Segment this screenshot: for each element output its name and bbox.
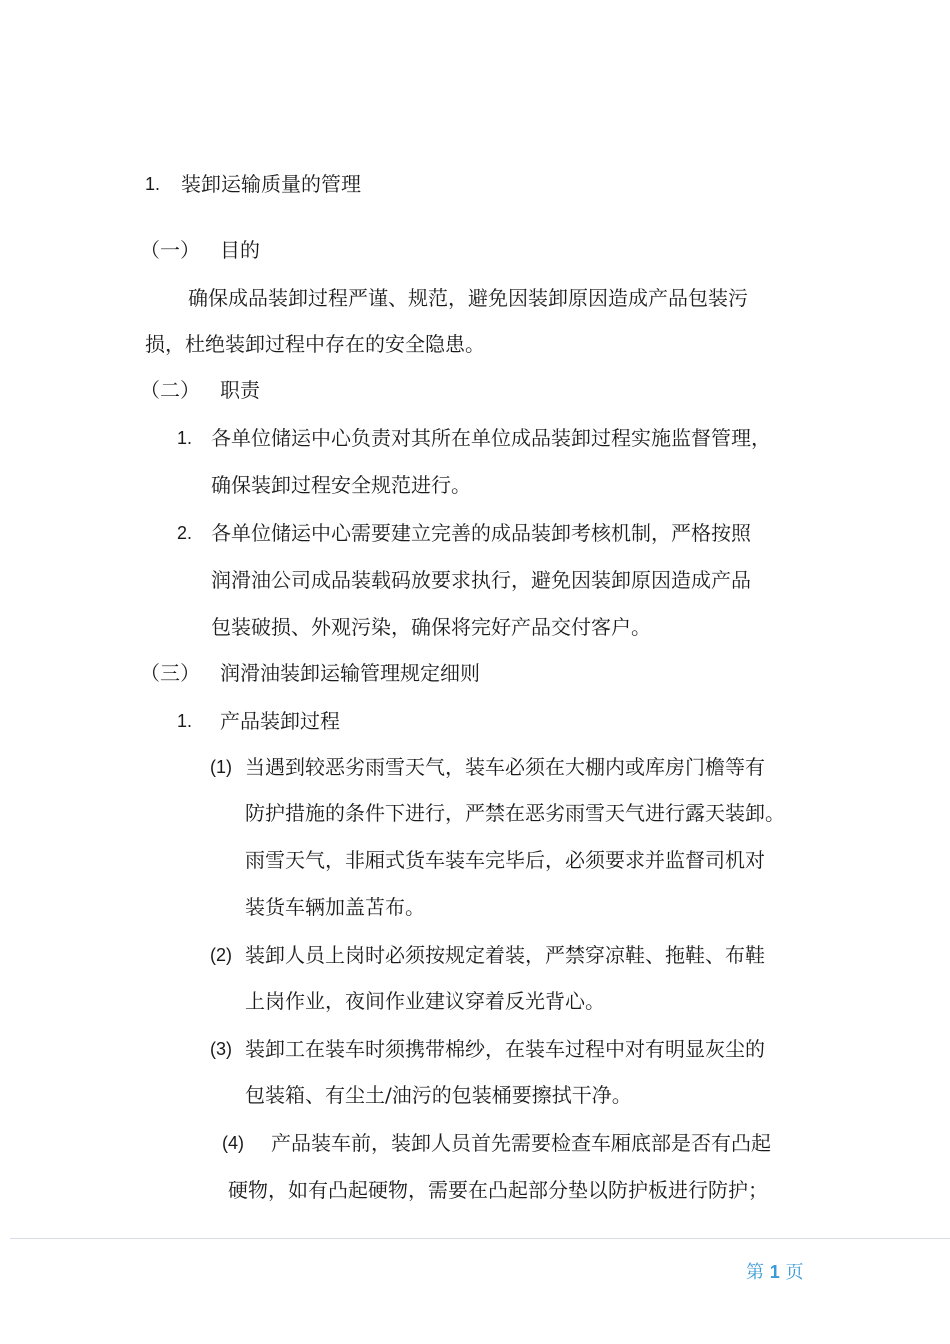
section3-sub-title: 产品装卸过程 xyxy=(220,709,340,733)
rule-item1-line-2: 防护措施的条件下进行，严禁在恶劣雨雪天气进行露天装卸。 xyxy=(245,801,785,825)
section2-item2-line-3: 包装破损、外观污染，确保将完好产品交付客户。 xyxy=(211,615,651,639)
page-number: 1 xyxy=(769,1262,780,1282)
heading-title: 装卸运输质量的管理 xyxy=(181,172,361,196)
rule-item3-number: (3) xyxy=(210,1039,232,1059)
section1-line-1: 确保成品装卸过程严谨、规范，避免因装卸原因造成产品包装污 xyxy=(188,286,748,310)
section2-marker: （二） xyxy=(140,378,200,402)
rule-item4-line-2: 硬物，如有凸起硬物，需要在凸起部分垫以防护板进行防护； xyxy=(228,1178,768,1202)
section2-item2-line-1: 各单位储运中心需要建立完善的成品装卸考核机制，严格按照 xyxy=(211,521,751,545)
rule-item4-line-1: 产品装车前，装卸人员首先需要检查车厢底部是否有凸起 xyxy=(271,1131,771,1155)
section1-marker: （一） xyxy=(140,238,200,262)
section3-title: 润滑油装卸运输管理规定细则 xyxy=(220,661,480,685)
rule-item1-line-3: 雨雪天气，非厢式货车装车完毕后，必须要求并监督司机对 xyxy=(245,848,765,872)
section2-item1-number: 1. xyxy=(177,428,193,448)
section2-item1-line-1: 各单位储运中心负责对其所在单位成品装卸过程实施监督管理， xyxy=(211,426,771,450)
rule-item1-line-1: 当遇到较恶劣雨雪天气，装车必须在大棚内或库房门檐等有 xyxy=(245,755,765,779)
page-footer xyxy=(746,1258,803,1287)
rule-item3-line-1: 装卸工在装车时须携带棉纱，在装车过程中对有明显灰尘的 xyxy=(245,1037,765,1061)
section3-marker: （三） xyxy=(140,661,200,685)
footer-suffix: 页 xyxy=(785,1262,804,1283)
footer-divider xyxy=(10,1238,950,1239)
rule-item4-number: (4) xyxy=(222,1133,244,1153)
section2-item2-number: 2. xyxy=(177,523,193,543)
section2-item2-line-2: 润滑油公司成品装载码放要求执行，避免因装卸原因造成产品 xyxy=(211,568,751,592)
heading-number: 1. xyxy=(145,174,161,194)
rule-item2-line-1: 装卸人员上岗时必须按规定着装，严禁穿凉鞋、拖鞋、布鞋 xyxy=(245,943,765,967)
section2-item1-line-2: 确保装卸过程安全规范进行。 xyxy=(211,473,471,497)
section3-sub-number: 1. xyxy=(177,711,193,731)
section1-line-2: 损，杜绝装卸过程中存在的安全隐患。 xyxy=(145,332,485,356)
rule-item1-line-4: 装货车辆加盖苫布。 xyxy=(245,895,425,919)
section1-title: 目的 xyxy=(220,238,260,262)
rule-item2-line-2: 上岗作业，夜间作业建议穿着反光背心。 xyxy=(245,989,605,1013)
footer-prefix: 第 xyxy=(746,1262,764,1283)
section2-title: 职责 xyxy=(220,378,260,402)
rule-item3-line-2: 包装箱、有尘土/油污的包装桶要擦拭干净。 xyxy=(245,1083,632,1107)
rule-item2-number: (2) xyxy=(210,945,232,965)
rule-item1-number: (1) xyxy=(210,757,232,777)
